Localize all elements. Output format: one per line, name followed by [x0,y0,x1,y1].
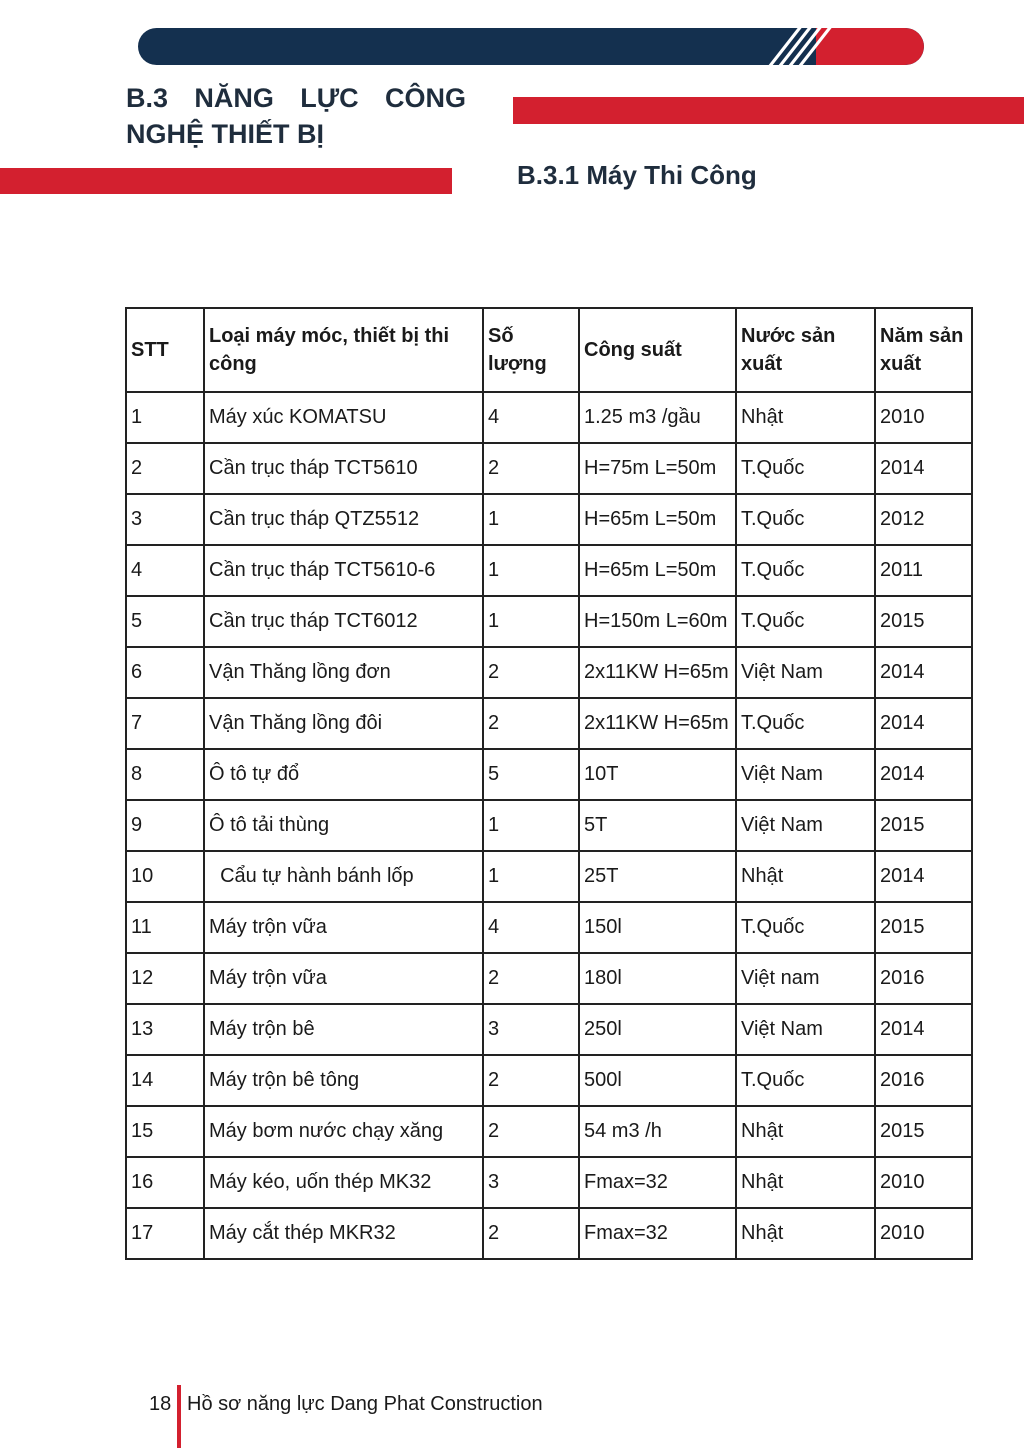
cell-quantity: 4 [483,392,579,443]
cell-quantity: 1 [483,800,579,851]
cell-equipment: Máy kéo, uốn thép MK32 [204,1157,483,1208]
cell-year: 2015 [875,596,972,647]
cell-year: 2010 [875,1208,972,1259]
cell-country: Việt Nam [736,749,875,800]
table-row [126,1106,972,1157]
table-row [126,800,972,851]
cell-stt: 11 [126,902,204,953]
cell-quantity: 5 [483,749,579,800]
cell-stt: 12 [126,953,204,1004]
cell-capacity: 2x11KW H=65m [579,698,736,749]
cell-equipment: Cần trục tháp TCT5610 [204,443,483,494]
table-row [126,749,972,800]
cell-country: T.Quốc [736,902,875,953]
cell-capacity: H=150m L=60m [579,596,736,647]
cell-equipment: Vận Thăng lồng đôi [204,698,483,749]
cell-capacity: 150l [579,902,736,953]
cell-stt: 1 [126,392,204,443]
equipment-table [125,307,973,1260]
cell-country: Việt Nam [736,800,875,851]
cell-quantity: 2 [483,1106,579,1157]
cell-year: 2014 [875,851,972,902]
cell-equipment: Máy trộn vữa [204,953,483,1004]
cell-equipment: Vận Thăng lồng đơn [204,647,483,698]
cell-equipment: Ô tô tải thùng [204,800,483,851]
cell-country: T.Quốc [736,494,875,545]
section-title-line1: B.3 NĂNG LỰC CÔNG [126,83,466,113]
cell-quantity: 2 [483,647,579,698]
table-row [126,851,972,902]
header-country: Nước sản xuất [736,308,875,392]
cell-equipment: Cần trục tháp TCT5610-6 [204,545,483,596]
cell-stt: 15 [126,1106,204,1157]
cell-capacity: 10T [579,749,736,800]
cell-year: 2014 [875,443,972,494]
table-row [126,596,972,647]
cell-equipment: Cẩu tự hành bánh lốp [204,851,483,902]
cell-year: 2012 [875,494,972,545]
cell-stt: 8 [126,749,204,800]
cell-stt: 9 [126,800,204,851]
cell-year: 2010 [875,392,972,443]
cell-equipment: Máy trộn vữa [204,902,483,953]
cell-quantity: 2 [483,1208,579,1259]
cell-capacity: 54 m3 /h [579,1106,736,1157]
cell-year: 2010 [875,1157,972,1208]
cell-country: Việt Nam [736,1004,875,1055]
table-row [126,1055,972,1106]
cell-quantity: 1 [483,596,579,647]
cell-country: Nhật [736,1157,875,1208]
cell-year: 2014 [875,647,972,698]
cell-country: T.Quốc [736,443,875,494]
cell-year: 2014 [875,1004,972,1055]
table-row [126,1157,972,1208]
cell-stt: 7 [126,698,204,749]
header-banner [138,28,924,65]
footer-divider [177,1385,181,1448]
cell-equipment: Cần trục tháp QTZ5512 [204,494,483,545]
cell-quantity: 3 [483,1157,579,1208]
cell-country: Nhật [736,1208,875,1259]
cell-stt: 10 [126,851,204,902]
cell-equipment: Cần trục tháp TCT6012 [204,596,483,647]
cell-quantity: 1 [483,851,579,902]
red-band-left [0,168,452,194]
cell-year: 2015 [875,902,972,953]
table-header-row [126,308,972,392]
cell-quantity: 4 [483,902,579,953]
table-row [126,953,972,1004]
cell-stt: 17 [126,1208,204,1259]
cell-capacity: 2x11KW H=65m [579,647,736,698]
cell-year: 2016 [875,1055,972,1106]
table-row [126,647,972,698]
cell-capacity: H=75m L=50m [579,443,736,494]
subsection-title: B.3.1 Máy Thi Công [517,160,757,190]
cell-stt: 14 [126,1055,204,1106]
section-title [126,80,466,152]
cell-stt: 3 [126,494,204,545]
cell-year: 2014 [875,698,972,749]
cell-quantity: 2 [483,698,579,749]
cell-quantity: 1 [483,494,579,545]
table-row [126,443,972,494]
cell-stt: 4 [126,545,204,596]
cell-country: Nhật [736,1106,875,1157]
cell-country: Việt Nam [736,647,875,698]
cell-stt: 6 [126,647,204,698]
cell-quantity: 1 [483,545,579,596]
cell-year: 2014 [875,749,972,800]
section-title-line2: NGHỆ THIẾT BỊ [126,119,325,149]
cell-stt: 5 [126,596,204,647]
cell-country: T.Quốc [736,596,875,647]
cell-capacity: H=65m L=50m [579,545,736,596]
cell-country: T.Quốc [736,1055,875,1106]
table-row [126,1208,972,1259]
cell-country: T.Quốc [736,545,875,596]
cell-year: 2015 [875,1106,972,1157]
table-row [126,545,972,596]
cell-equipment: Máy trộn bê [204,1004,483,1055]
cell-equipment: Máy xúc KOMATSU [204,392,483,443]
table-row [126,698,972,749]
cell-quantity: 2 [483,953,579,1004]
cell-year: 2016 [875,953,972,1004]
cell-equipment: Máy cắt thép MKR32 [204,1208,483,1259]
cell-quantity: 2 [483,443,579,494]
red-band-right [513,97,1024,124]
table-row [126,1004,972,1055]
header-equipment-type: Loại máy móc, thiết bị thi công [204,308,483,392]
cell-equipment: Máy bơm nước chạy xăng [204,1106,483,1157]
cell-year: 2015 [875,800,972,851]
cell-capacity: 500l [579,1055,736,1106]
table-row [126,902,972,953]
cell-capacity: 5T [579,800,736,851]
header-stt: STT [126,308,204,392]
cell-country: T.Quốc [736,698,875,749]
cell-country: Nhật [736,392,875,443]
cell-stt: 13 [126,1004,204,1055]
cell-equipment: Ô tô tự đổ [204,749,483,800]
cell-capacity: 1.25 m3 /gầu [579,392,736,443]
footer-text: Hồ sơ năng lực Dang Phat Construction [187,1393,543,1415]
cell-country: Nhật [736,851,875,902]
cell-capacity: Fmax=32 [579,1208,736,1259]
cell-capacity: 25T [579,851,736,902]
table-row [126,392,972,443]
table-row [126,494,972,545]
cell-year: 2011 [875,545,972,596]
cell-stt: 16 [126,1157,204,1208]
cell-capacity: Fmax=32 [579,1157,736,1208]
cell-quantity: 2 [483,1055,579,1106]
cell-capacity: H=65m L=50m [579,494,736,545]
page-number: 18 [149,1393,172,1415]
cell-quantity: 3 [483,1004,579,1055]
cell-country: Việt nam [736,953,875,1004]
cell-capacity: 180l [579,953,736,1004]
header-capacity: Công suất [579,308,736,392]
header-quantity: Số lượng [483,308,579,392]
header-year: Năm sản xuất [875,308,972,392]
header-banner-red-end [816,28,924,65]
cell-stt: 2 [126,443,204,494]
cell-equipment: Máy trộn bê tông [204,1055,483,1106]
cell-capacity: 250l [579,1004,736,1055]
